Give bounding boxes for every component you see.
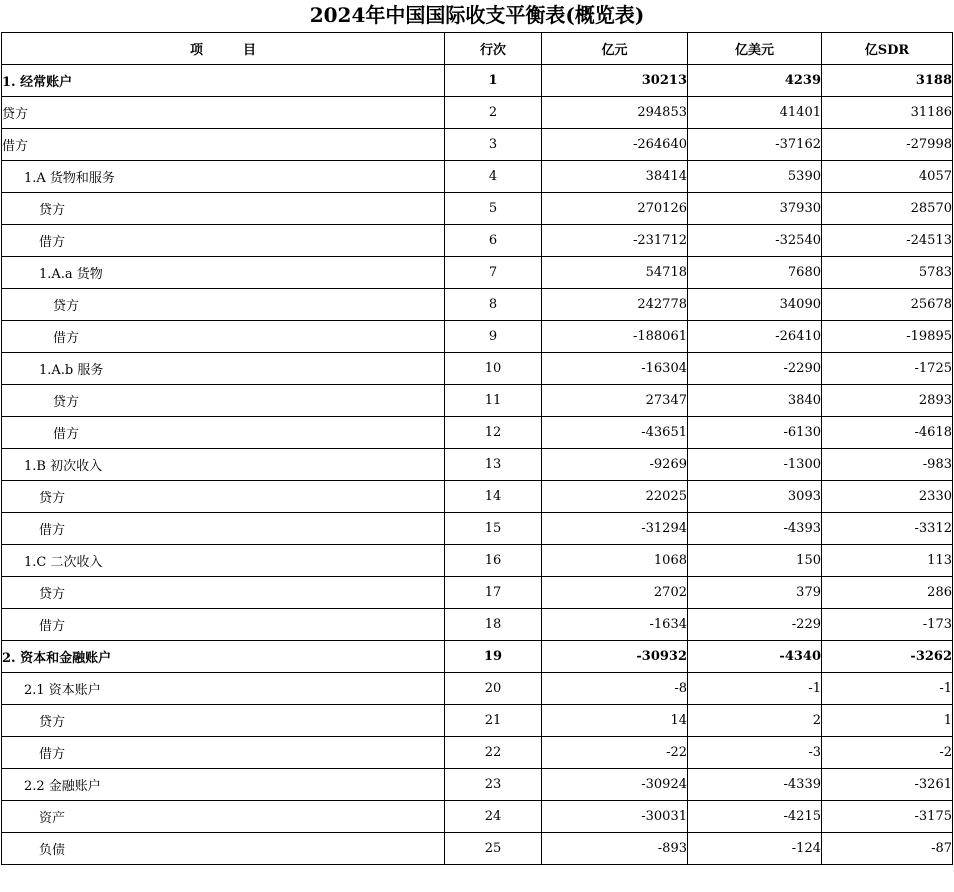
table-row: [2, 321, 953, 353]
cell-row-no: 24: [445, 801, 542, 833]
cell-cny: 1068: [542, 545, 688, 577]
cell-item: 2. 资本和金融账户: [2, 641, 445, 673]
cell-cny: 2702: [542, 577, 688, 609]
header-usd: 亿美元: [688, 33, 822, 65]
cell-row-no: 2: [445, 97, 542, 129]
cell-sdr: 28570: [822, 193, 953, 225]
cell-cny: -188061: [542, 321, 688, 353]
table-row: [2, 97, 953, 129]
table-row: [2, 705, 953, 737]
cell-usd: 3840: [688, 385, 822, 417]
cell-sdr: -3262: [822, 641, 953, 673]
cell-cny: -9269: [542, 449, 688, 481]
cell-usd: -26410: [688, 321, 822, 353]
cell-row-no: 13: [445, 449, 542, 481]
cell-sdr: 2330: [822, 481, 953, 513]
cell-cny: -30924: [542, 769, 688, 801]
cell-sdr: -3312: [822, 513, 953, 545]
cell-usd: -2290: [688, 353, 822, 385]
cell-item: 2.1 资本账户: [2, 673, 445, 705]
cell-row-no: 1: [445, 65, 542, 97]
cell-row-no: 16: [445, 545, 542, 577]
cell-sdr: -2: [822, 737, 953, 769]
cell-cny: 242778: [542, 289, 688, 321]
cell-cny: -30932: [542, 641, 688, 673]
cell-row-no: 15: [445, 513, 542, 545]
cell-item: 1.A 货物和服务: [2, 161, 445, 193]
table-header-row: [2, 33, 953, 65]
cell-cny: -893: [542, 833, 688, 865]
cell-row-no: 22: [445, 737, 542, 769]
cell-row-no: 12: [445, 417, 542, 449]
table-row: [2, 385, 953, 417]
cell-item: 借方: [2, 225, 445, 257]
cell-sdr: 31186: [822, 97, 953, 129]
table-row: [2, 225, 953, 257]
cell-item: 贷方: [2, 481, 445, 513]
cell-row-no: 10: [445, 353, 542, 385]
cell-item: 借方: [2, 129, 445, 161]
header-item-part1: 项: [189, 43, 203, 58]
table-row: [2, 577, 953, 609]
cell-item: 借方: [2, 321, 445, 353]
header-cny: 亿元: [542, 33, 688, 65]
cell-item: 资产: [2, 801, 445, 833]
table-row: [2, 481, 953, 513]
cell-usd: -124: [688, 833, 822, 865]
cell-sdr: 5783: [822, 257, 953, 289]
cell-sdr: -87: [822, 833, 953, 865]
cell-sdr: -4618: [822, 417, 953, 449]
cell-item: 1. 经常账户: [2, 65, 445, 97]
table-row: [2, 545, 953, 577]
cell-row-no: 17: [445, 577, 542, 609]
table-body: [2, 65, 953, 865]
cell-usd: -4340: [688, 641, 822, 673]
table-row: [2, 65, 953, 97]
cell-usd: 5390: [688, 161, 822, 193]
cell-cny: -30031: [542, 801, 688, 833]
cell-usd: -37162: [688, 129, 822, 161]
table-row: [2, 769, 953, 801]
cell-cny: -31294: [542, 513, 688, 545]
cell-row-no: 11: [445, 385, 542, 417]
cell-item: 贷方: [2, 385, 445, 417]
table-row: [2, 129, 953, 161]
table-row: [2, 609, 953, 641]
cell-sdr: -173: [822, 609, 953, 641]
cell-cny: 38414: [542, 161, 688, 193]
cell-item: 1.B 初次收入: [2, 449, 445, 481]
cell-row-no: 9: [445, 321, 542, 353]
table-row: [2, 833, 953, 865]
cell-cny: 27347: [542, 385, 688, 417]
cell-sdr: -27998: [822, 129, 953, 161]
cell-row-no: 20: [445, 673, 542, 705]
cell-item: 贷方: [2, 97, 445, 129]
cell-cny: 14: [542, 705, 688, 737]
cell-cny: -231712: [542, 225, 688, 257]
cell-item: 贷方: [2, 193, 445, 225]
cell-sdr: 2893: [822, 385, 953, 417]
cell-item: 借方: [2, 513, 445, 545]
cell-row-no: 14: [445, 481, 542, 513]
cell-item: 贷方: [2, 289, 445, 321]
cell-cny: -1634: [542, 609, 688, 641]
cell-item: 1.A.b 服务: [2, 353, 445, 385]
cell-cny: 22025: [542, 481, 688, 513]
cell-item: 1.A.a 货物: [2, 257, 445, 289]
cell-usd: -3: [688, 737, 822, 769]
cell-cny: 30213: [542, 65, 688, 97]
table-row: [2, 801, 953, 833]
cell-item: 借方: [2, 737, 445, 769]
cell-cny: 294853: [542, 97, 688, 129]
header-row-no: 行次: [445, 33, 542, 65]
cell-sdr: -1725: [822, 353, 953, 385]
cell-cny: 54718: [542, 257, 688, 289]
cell-row-no: 4: [445, 161, 542, 193]
table-row: [2, 417, 953, 449]
cell-usd: -4215: [688, 801, 822, 833]
cell-sdr: -983: [822, 449, 953, 481]
cell-sdr: -3261: [822, 769, 953, 801]
cell-usd: 379: [688, 577, 822, 609]
table-row: [2, 641, 953, 673]
cell-item: 负债: [2, 833, 445, 865]
cell-usd: -32540: [688, 225, 822, 257]
cell-usd: 3093: [688, 481, 822, 513]
cell-usd: 34090: [688, 289, 822, 321]
header-item: [2, 33, 445, 65]
cell-usd: -229: [688, 609, 822, 641]
table-row: [2, 513, 953, 545]
cell-sdr: 286: [822, 577, 953, 609]
cell-item: 1.C 二次收入: [2, 545, 445, 577]
header-item-part2: 目: [243, 43, 257, 58]
cell-cny: -8: [542, 673, 688, 705]
cell-cny: -16304: [542, 353, 688, 385]
cell-item: 贷方: [2, 577, 445, 609]
cell-usd: 7680: [688, 257, 822, 289]
cell-item: 2.2 金融账户: [2, 769, 445, 801]
cell-row-no: 19: [445, 641, 542, 673]
cell-row-no: 21: [445, 705, 542, 737]
cell-row-no: 3: [445, 129, 542, 161]
cell-usd: 4239: [688, 65, 822, 97]
cell-usd: 2: [688, 705, 822, 737]
cell-cny: -264640: [542, 129, 688, 161]
cell-row-no: 5: [445, 193, 542, 225]
cell-sdr: 113: [822, 545, 953, 577]
cell-cny: -22: [542, 737, 688, 769]
cell-usd: -1: [688, 673, 822, 705]
cell-sdr: 25678: [822, 289, 953, 321]
cell-sdr: -19895: [822, 321, 953, 353]
table-row: [2, 737, 953, 769]
cell-usd: -4339: [688, 769, 822, 801]
cell-row-no: 25: [445, 833, 542, 865]
table-row: [2, 161, 953, 193]
cell-usd: 37930: [688, 193, 822, 225]
cell-row-no: 18: [445, 609, 542, 641]
cell-row-no: 6: [445, 225, 542, 257]
header-sdr: 亿SDR: [822, 33, 953, 65]
cell-item: 借方: [2, 609, 445, 641]
cell-row-no: 7: [445, 257, 542, 289]
table-row: [2, 257, 953, 289]
table-row: [2, 449, 953, 481]
cell-cny: -43651: [542, 417, 688, 449]
cell-sdr: 4057: [822, 161, 953, 193]
cell-usd: -1300: [688, 449, 822, 481]
cell-usd: 150: [688, 545, 822, 577]
table-row: [2, 193, 953, 225]
cell-sdr: -3175: [822, 801, 953, 833]
cell-usd: -4393: [688, 513, 822, 545]
cell-row-no: 8: [445, 289, 542, 321]
cell-usd: -6130: [688, 417, 822, 449]
cell-cny: 270126: [542, 193, 688, 225]
cell-item: 借方: [2, 417, 445, 449]
cell-sdr: -24513: [822, 225, 953, 257]
cell-sdr: 1: [822, 705, 953, 737]
balance-of-payments-table: [1, 32, 953, 865]
table-row: [2, 673, 953, 705]
cell-sdr: 3188: [822, 65, 953, 97]
cell-sdr: -1: [822, 673, 953, 705]
table-row: [2, 353, 953, 385]
page-title: 2024年中国国际收支平衡表(概览表): [309, 3, 645, 27]
table-row: [2, 289, 953, 321]
cell-usd: 41401: [688, 97, 822, 129]
cell-item: 贷方: [2, 705, 445, 737]
cell-row-no: 23: [445, 769, 542, 801]
